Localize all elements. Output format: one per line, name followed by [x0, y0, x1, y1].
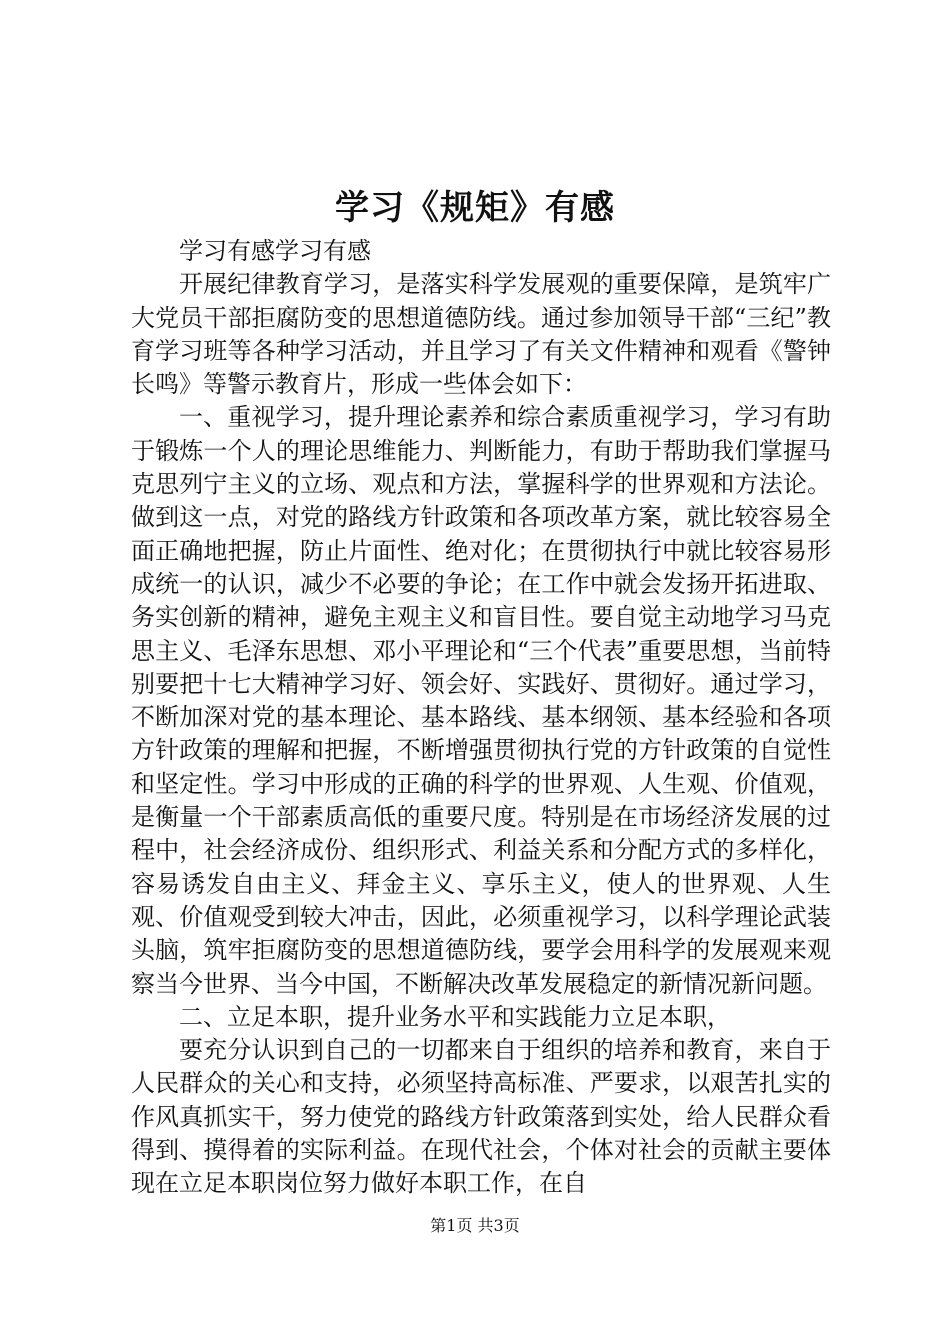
paragraph-section-two: 要充分认识到自己的一切都来自于组织的培养和教育，来自于人民群众的关心和支持，必须坚持高标准、严要求，以艰苦扎实的作风真抓实干，努力使党的路线方针政策落到实处，给人民群众看得到、摸得着的实际利益。在现代社会，个体对社会的贡献主要体现在立足本职岗位努力做好本职工作，在自: [131, 1036, 831, 1198]
paragraph-intro: 开展纪律教育学习，是落实科学发展观的重要保障，是筑牢广大党员干部拒腐防变的思想道德防线。通过参加领导干部“三纪”教育学习班等各种学习活动，并且学习了有关文件精神和观看《警钟长鸣》等警示教育片，形成一些体会如下：: [131, 270, 831, 399]
paragraph-section-one: 一、重视学习，提升理论素养和综合素质重视学习，学习有助于锻炼一个人的理论思维能力、判断能力，有助于帮助我们掌握马克思列宁主义的立场、观点和方法，掌握科学的世界观和方法论。做到这一点，对党的路线方针政策和各项改革方案，就比较容易全面正确地把握，防止片面性、绝对化；在贯彻执行中就比较容易形成统一的认识，减少不必要的争论；在工作中就会发扬开拓进取、务实创新的精神，避免主观主义和盲目性。要自觉主动地学习马克思主义、毛泽东思想、邓小平理论和“三个代表”重要思想，当前特别要把十七大精神学习好、领会好、实践好、贯彻好。通过学习，不断加深对党的基本理论、基本路线、基本纲领、基本经验和各项方针政策的理解和把握，不断增强贯彻执行党的方针政策的自觉性和坚定性。学习中形成的正确的科学的世界观、人生观、价值观，是衡量一个干部素质高低的重要尺度。特别是在市场经济发展的过程中，社会经济成份、组织形式、利益关系和分配方式的多样化，容易诱发自由主义、拜金主义、享乐主义，使人的世界观、人生观、价值观受到较大冲击，因此，必须重视学习，以科学理论武装头脑，筑牢拒腐防变的思想道德防线，要学会用科学的发展观来观察当今世界、当今中国，不断解决改革发展稳定的新情况新问题。: [131, 403, 831, 998]
document-title: 学习《规矩》有感: [335, 188, 615, 228]
paragraph-section-two-heading: 二、立足本职，提升业务水平和实践能力立足本职，: [179, 1002, 731, 1031]
paragraph-subtitle: 学习有感学习有感: [179, 237, 371, 265]
document-body: [131, 235, 831, 1201]
page-number-footer: 第1页 共3页: [430, 1216, 520, 1235]
